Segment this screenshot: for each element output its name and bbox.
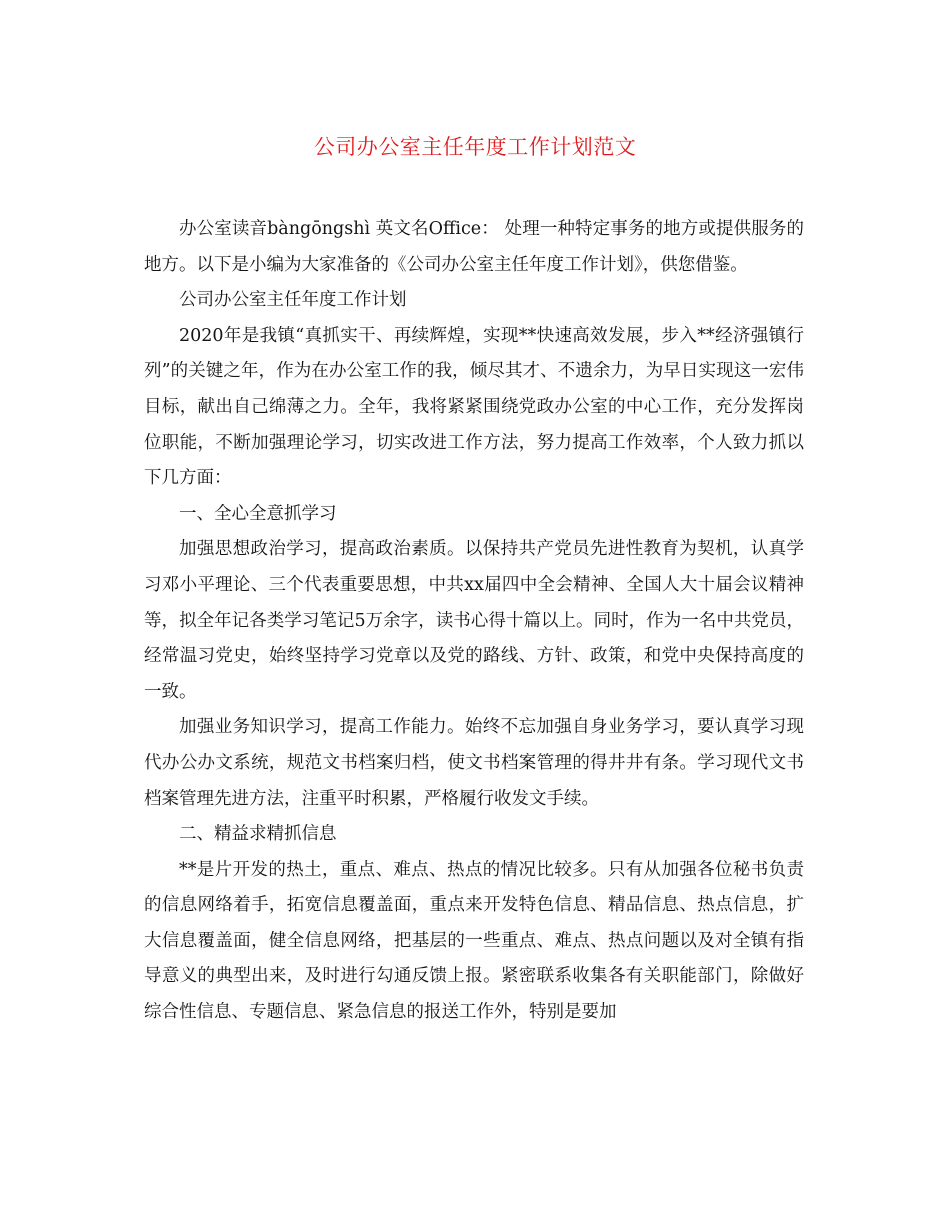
section-heading-study: 一、全心全意抓学习 bbox=[179, 503, 337, 524]
paragraph-subtitle: 公司办公室主任年度工作计划 bbox=[179, 290, 407, 311]
paragraph-business-study: 加强业务知识学习，提高工作能力。始终不忘加强自身业务学习，要认真学习现代办公办文系统，规范文书档案归档，使文书档案管理的得井井有条。学习现代文书档案管理先进方法，注重平时积累，严格履行收发文手续。 bbox=[144, 717, 804, 809]
document-title: 公司办公室主任年度工作计划范文 bbox=[313, 135, 637, 159]
paragraph-information: **是片开发的热土，重点、难点、热点的情况比较多。只有从加强各位秘书负责的信息网络着手，拓宽信息覆盖面，重点来开发特色信息、精品信息、热点信息，扩大信息覆盖面，健全信息网络，把基层的一些重点、难点、热点问题以及对全镇有指导意义的典型出来，及时进行勾通反馈上报。紧密联系收集各有关职能部门，除做好综合性信息、专题信息、紧急信息的报送工作外，特别是要加 bbox=[144, 859, 804, 1023]
section-heading-information: 二、精益求精抓信息 bbox=[179, 824, 337, 845]
document-body bbox=[144, 212, 804, 1031]
paragraph-political-study: 加强思想政治学习，提高政治素质。以保持共产党员先进性教育为契机，认真学习邓小平理论、三个代表重要思想，中共xx届四中全会精神、全国人大十届会议精神等，拟全年记各类学习笔记5万余字，读书心得十篇以上。同时，作为一名中共党员，经常温习党史，始终坚持学习党章以及党的路线、方针、政策，和党中央保持高度的一致。 bbox=[144, 539, 804, 702]
paragraph-intro: 办公室读音bàngōngshì 英文名Office： 处理一种特定事务的地方或提供服务的地方。以下是小编为大家准备的《公司办公室主任年度工作计划》，供您借鉴。 bbox=[144, 219, 804, 275]
paragraph-overview: 2020年是我镇“真抓实干、再续辉煌，实现**快速高效发展，步入**经济强镇行列”的关键之年，作为在办公室工作的我，倾尽其才、不遗余力，为早日实现这一宏伟目标，献出自己绵薄之力。全年，我将紧紧围绕党政办公室的中心工作，充分发挥岗位职能，不断加强理论学习，切实改进工作方法，努力提高工作效率，个人致力抓以下几方面： bbox=[144, 325, 804, 489]
